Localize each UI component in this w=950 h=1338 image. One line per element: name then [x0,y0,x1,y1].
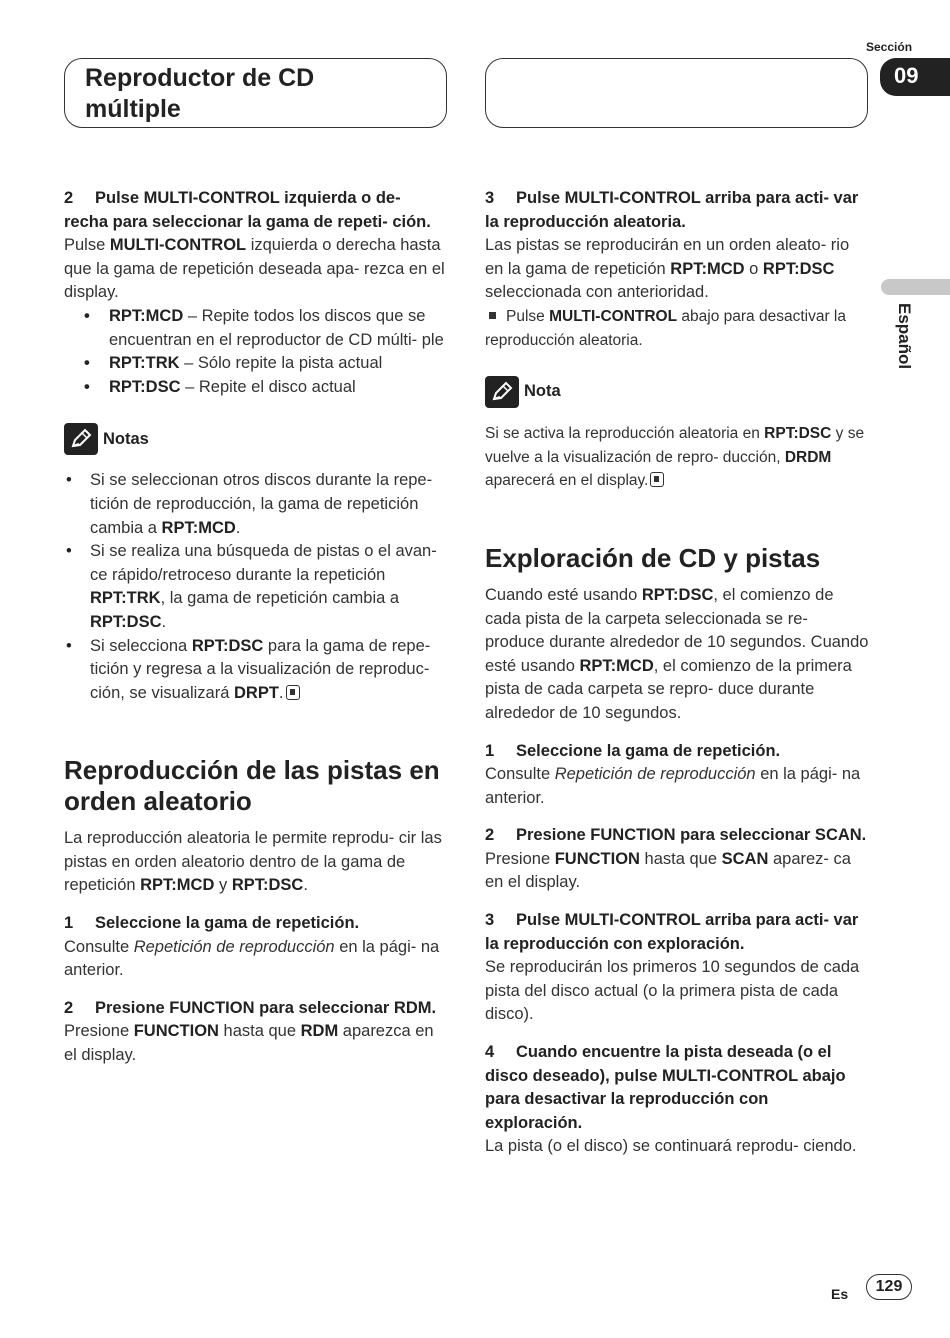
chapter-title-box [64,58,447,128]
bold-term: DRPT [233,683,279,702]
text: aparez- ca en el display. [485,849,851,892]
text: Pulse [506,307,550,325]
bold-term: RPT:DSC [109,377,181,396]
nota-heading [485,376,870,408]
italic-reference: Repetición de reproducción [554,765,756,784]
bold-term: RPT:MCD [161,518,236,537]
text: , la gama de repetición cambia a [160,589,400,608]
random-step-2-body [64,1020,449,1067]
notes-label: Notas [103,429,149,448]
random-step-3-body [485,234,870,305]
note-pencil-icon [485,376,519,408]
right-column [485,187,870,1159]
text: Si selecciona [90,636,192,655]
end-of-section-icon [650,472,664,487]
step-title: Pulse MULTI-CONTROL izquierda o de- recha para seleccionar la gama de repeti- ción. [64,189,431,231]
step-title: Cuando encuentre la pista deseada (o el disco deseado), pulse MULTI-CONTROL abajo para desactivar la reproducción con exploración. [485,1043,846,1132]
text: Si se realiza una búsqueda de pistas o el avan- ce rápido/retroceso durante la repetición [90,542,437,584]
nota-label: Nota [524,382,561,401]
text: abajo para desactivar la reproducción aleatoria. [485,307,846,349]
random-play-intro [64,827,449,898]
random-step-3-heading [485,187,870,234]
text: Consulte [485,765,555,784]
text: Consulte [64,937,134,956]
scan-heading: Exploración de CD y pistas [485,542,821,573]
step-title: Presione FUNCTION para seleccionar SCAN. [516,826,867,845]
scan-step-3-heading [485,909,870,956]
text: – Sólo repite la pista actual [179,354,383,373]
text: – Repite todos los discos que se encuentran en el reproductor de CD múlti- ple [109,306,444,349]
step-number: 2 [485,826,495,845]
step-number: 2 [64,998,74,1017]
step-2-repeat-heading [64,187,449,234]
step-number: 3 [485,911,495,930]
bold-term: RDM [300,1022,339,1041]
bold-term: SCAN [721,849,769,868]
bold-term: RPT:DSC [764,425,832,443]
bold-term: RPT:DSC [641,585,714,604]
list-item [64,352,449,376]
notes-heading [64,423,449,455]
section-label: Sección [866,40,913,54]
text: . [278,683,284,702]
bold-term: RPT:DSC [762,259,835,278]
bold-term: MULTI-CONTROL [109,236,247,255]
text: o [744,259,763,278]
note-pencil-icon [64,423,98,455]
footer-language-code: Es [831,1286,849,1302]
end-of-section-icon [286,685,300,700]
text: y [214,876,232,895]
random-play-heading: Reproducción de las pistas en orden aleatorio [64,755,440,817]
step-number: 2 [64,189,74,207]
random-step-1-body [64,936,449,983]
step-title: Seleccione la gama de repetición. [516,741,781,760]
text: aparezca en el display. [64,1022,434,1065]
language-tab-bar [881,279,950,295]
step-number: 1 [64,914,74,933]
scan-step-3-body: Se reproducirán los primeros 10 segundos de cada pista del disco actual (o la primera pista de cada disco). [485,958,860,1024]
step-title: Presione FUNCTION para seleccionar RDM. [95,998,437,1017]
bold-term: FUNCTION [554,849,640,868]
bold-term: RPT:DSC [231,876,304,895]
bold-term: RPT:MCD [140,876,215,895]
text: , el comienzo de cada pista de la carpeta seleccionada se re- produce durante alrededor de 10 segundos. Cuando esté usando [485,585,869,675]
text: aparecerá en el display. [485,472,649,490]
text: , el comienzo de la primera pista de cada carpeta se repro- duce durante alrededor de 10 segundos. [485,656,852,722]
bold-term: RPT:MCD [670,259,745,278]
text: izquierda o derecha hasta que la gama de repetición deseada apa- rezca en el display. [64,236,445,302]
text: Si se activa la reproducción aleatoria en [485,425,765,443]
bold-term: MULTI-CONTROL [549,307,678,325]
text: Pulse [64,236,110,255]
text: en la pági- na anterior. [64,937,440,980]
section-number-badge: 09 [880,58,950,96]
step-title: Pulse MULTI-CONTROL arriba para acti- var la reproducción con exploración. [485,911,859,953]
step-number: 1 [485,741,495,760]
chapter-title-line2: múltiple [85,95,181,123]
text: hasta que [218,1022,301,1041]
text: . [303,876,308,895]
bold-term: FUNCTION [133,1022,219,1041]
step-2-repeat-body [64,234,449,305]
language-tab: Español [895,303,914,370]
left-column [64,187,449,1068]
scan-step-1-heading [485,740,870,764]
page-number: 129 [866,1274,912,1300]
list-item [64,469,449,540]
text: en la pági- na anterior. [485,765,861,807]
italic-reference: Repetición de reproducción [133,937,335,956]
list-item [64,376,449,400]
scan-intro [485,584,870,726]
square-bullet-icon [489,312,496,319]
bold-term: RPT:TRK [109,354,180,373]
list-item [64,305,449,352]
header-blank-box [485,58,868,128]
text: . [161,612,167,631]
text: Si se seleccionan otros discos durante la repe- tición de reproducción, la gama de repetición cambia a [90,471,433,537]
list-item [64,635,449,706]
text: Presione [485,849,555,868]
text: Las pistas se reproducirán en un orden aleato- rio en la gama de repetición [485,236,850,278]
text: La reproducción aleatoria le permite reprodu- cir las pistas en orden aleatorio dentro de la gama de repetición [64,829,442,895]
step-title: Seleccione la gama de repetición. [95,914,360,933]
repeat-range-list [64,305,449,399]
text: . [235,518,241,537]
scan-step-2-heading [485,824,870,848]
text: Cuando esté usando [485,585,642,604]
bold-term: RPT:MCD [579,656,654,675]
chapter-title-line1: Reproductor de CD [85,64,315,92]
scan-step-4-body: La pista (o el disco) se continuará reprodu- ciendo. [485,1137,857,1156]
text: para la gama de repe- tición y regresa a la visualización de reproduc- ción, se visualizará [90,636,431,702]
text: seleccionada con anterioridad. [485,283,709,302]
bold-term: DRDM [784,448,832,466]
random-step-1-heading [64,912,449,936]
scan-step-4-heading [485,1041,870,1135]
text: hasta que [639,849,722,868]
scan-step-2-body [485,848,870,895]
bold-term: RPT:MCD [109,306,184,325]
list-item [64,540,449,634]
text: Presione [64,1022,134,1041]
text: – Repite el disco actual [180,377,356,396]
step-title: Pulse MULTI-CONTROL arriba para acti- var la reproducción aleatoria. [485,189,859,231]
text: y se vuelve a la visualización de repro- ducción, [485,425,865,466]
random-step-3-deactivate [485,305,870,352]
nota-body [485,422,870,493]
scan-step-1-body [485,763,870,810]
notes-list [64,469,449,705]
bold-term: RPT:DSC [191,636,264,655]
bold-term: RPT:TRK [90,589,161,608]
bold-term: RPT:DSC [90,612,162,631]
step-number: 4 [485,1043,495,1062]
random-step-2-heading [64,997,449,1021]
step-number: 3 [485,189,495,207]
